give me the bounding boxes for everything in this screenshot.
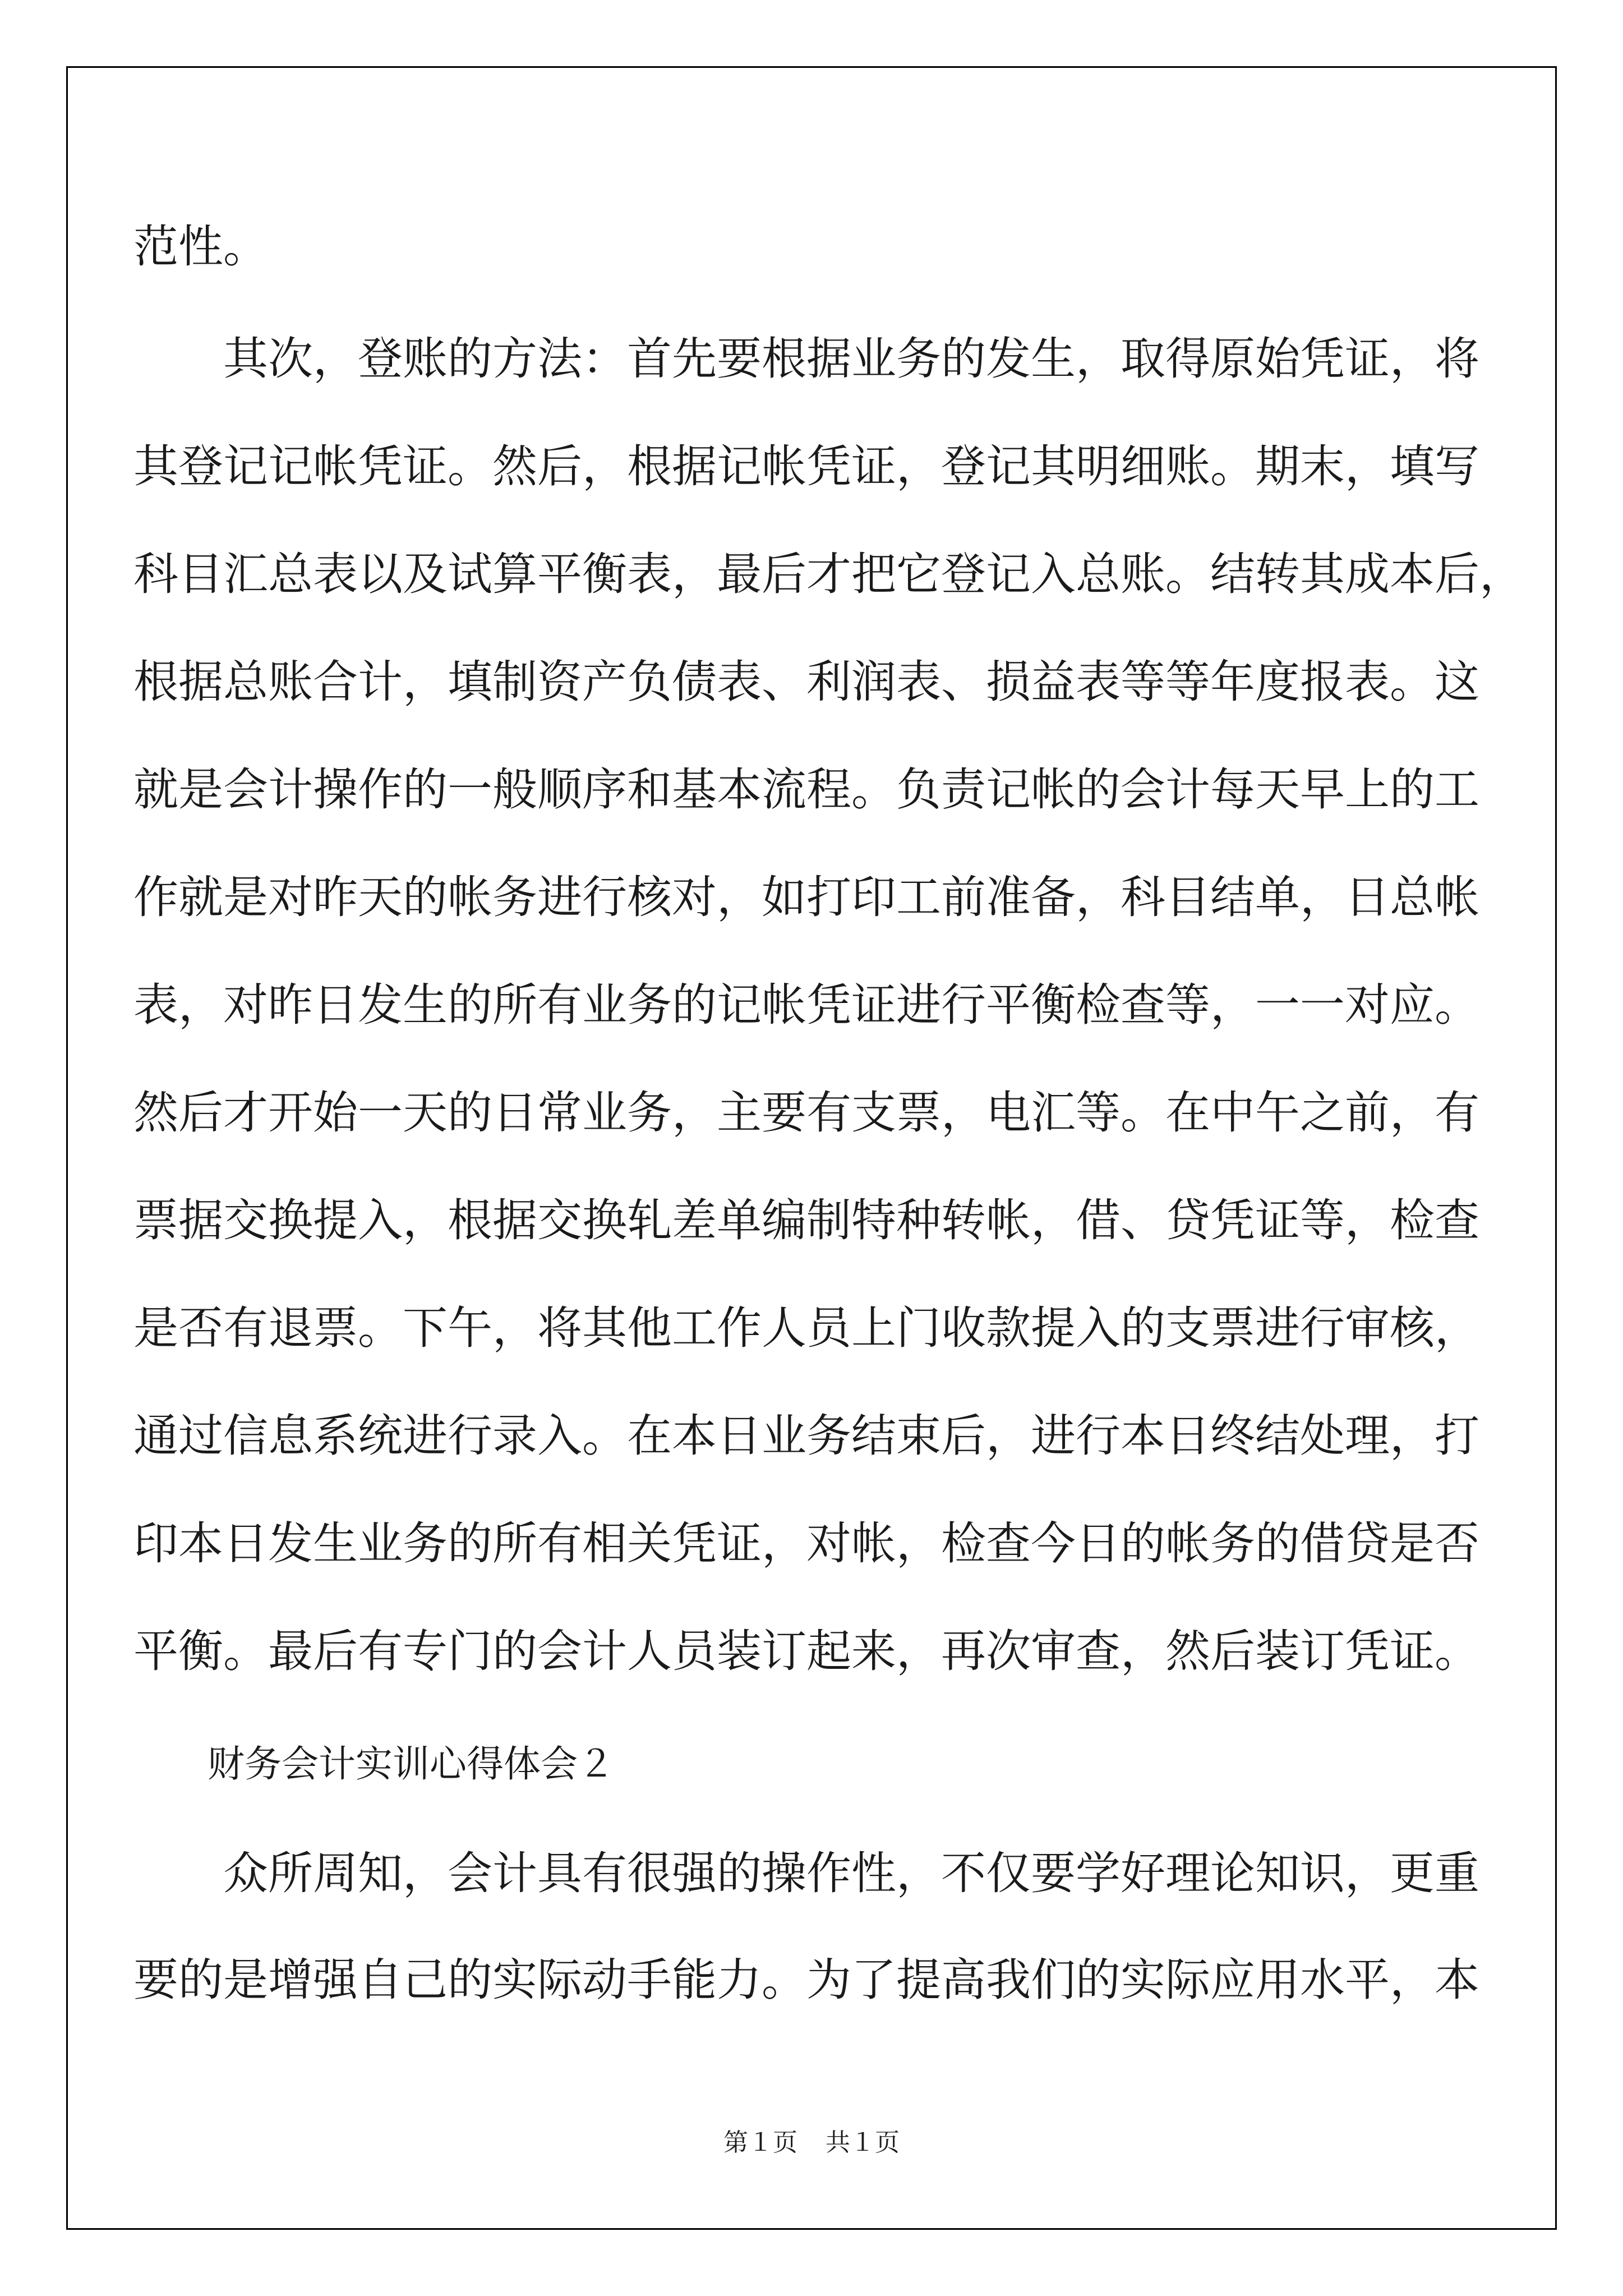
text-line: 其次，登账的方法：首先要根据业务的发生，取得原始凭证，将 — [133, 333, 1479, 385]
text-line: 其登记记帐凭证。然后，根据记帐凭证，登记其明细账。期末，填写 — [133, 440, 1479, 493]
section-heading: 财务会计实训心得体会２ — [133, 1742, 615, 1786]
text-line: 作就是对昨天的帐务进行核对，如打印工前准备，科目结单，日总帐 — [133, 871, 1479, 923]
text-line: 范性。 — [133, 220, 268, 273]
text-line: 是否有退票。下午，将其他工作人员上门收款提入的支票进行审核， — [133, 1302, 1479, 1354]
text-line: 就是会计操作的一般顺序和基本流程。负责记帐的会计每天早上的工 — [133, 763, 1479, 816]
text-line: 印本日发生业务的所有相关凭证，对帐，检查今日的帐务的借贷是否 — [133, 1517, 1479, 1570]
page-footer — [0, 2126, 1623, 2160]
text-line: 平衡。最后有专门的会计人员装订起来，再次审查，然后装订凭证。 — [133, 1625, 1479, 1677]
page-number-current: 第１页 — [723, 2128, 797, 2157]
page-number-total: 共１页 — [826, 2128, 900, 2157]
text-line: 科目汇总表以及试算平衡表，最后才把它登记入总账。结转其成本后， — [133, 548, 1524, 600]
text-line: 通过信息系统进行录入。在本日业务结束后，进行本日终结处理，打 — [133, 1410, 1479, 1462]
text-line: 然后才开始一天的日常业务，主要有支票，电汇等。在中午之前，有 — [133, 1087, 1479, 1139]
text-line: 票据交换提入，根据交换轧差单编制特种转帐，借、贷凭证等，检查 — [133, 1194, 1479, 1246]
text-line: 要的是增强自己的实际动手能力。为了提高我们的实际应用水平，本 — [133, 1954, 1479, 2006]
text-line: 根据总账合计，填制资产负债表、利润表、损益表等等年度报表。这 — [133, 656, 1479, 708]
text-line: 众所周知，会计具有很强的操作性，不仅要学好理论知识，更重 — [133, 1847, 1479, 1899]
text-line: 表，对昨日发生的所有业务的记帐凭证进行平衡检查等，一一对应。 — [133, 979, 1479, 1031]
